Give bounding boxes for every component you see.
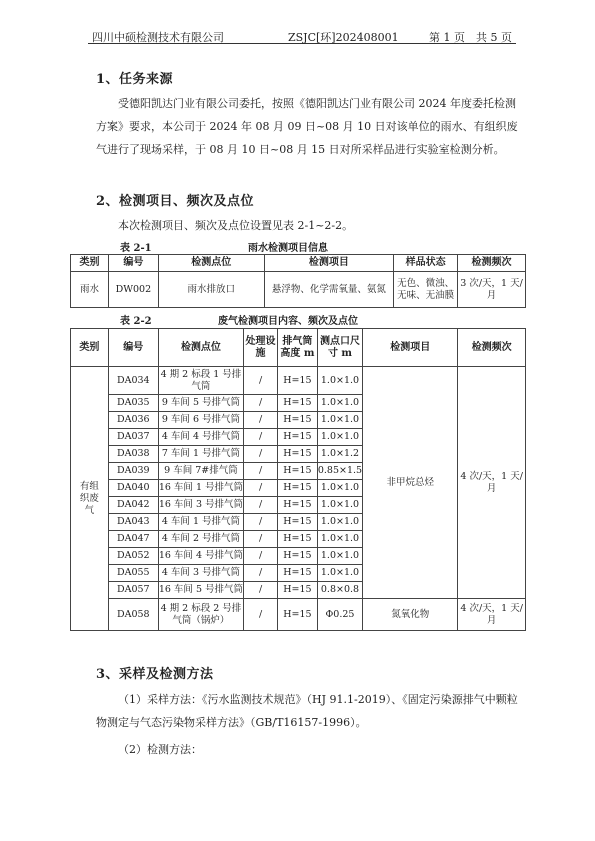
cell: 9 车间 5 号排气筒	[158, 395, 243, 412]
header-cell: 样品状态	[394, 255, 458, 272]
cell: /	[244, 412, 278, 429]
cell: H=15	[277, 395, 317, 412]
cell: DA035	[108, 395, 158, 412]
header-cell: 类别	[71, 329, 109, 367]
cell: H=15	[277, 548, 317, 565]
cell: /	[244, 531, 278, 548]
cell: DA058	[108, 599, 158, 631]
cell: 4 车间 1 号排气筒	[158, 514, 243, 531]
table-header-row	[71, 329, 526, 367]
cell: DW002	[108, 272, 158, 308]
cell: DA036	[108, 412, 158, 429]
cell: /	[244, 480, 278, 497]
cell: H=15	[277, 497, 317, 514]
cell: 4 车间 3 号排气筒	[158, 565, 243, 582]
cell: H=15	[277, 446, 317, 463]
cell: 16 车间 3 号排气筒	[158, 497, 243, 514]
header-cell: 处理设施	[244, 329, 278, 367]
cell: 0.85×1.5	[317, 463, 362, 480]
cell: H=15	[277, 463, 317, 480]
cell: 9 车间 6 号排气筒	[158, 412, 243, 429]
cell: 雨水	[71, 272, 109, 308]
cell: 16 车间 4 号排气筒	[158, 548, 243, 565]
section-2-title: 2、检测项目、频次及点位	[96, 194, 255, 209]
cell: /	[244, 446, 278, 463]
section-3-sampling-method: （1）采样方法：《污水监测技术规范》（HJ 91.1-2019）、《固定污染源排气中颗粒物测定与气态污染物采样方法》（GB/T16157-1996）。	[96, 693, 518, 729]
cell: DA042	[108, 497, 158, 514]
cell: DA052	[108, 548, 158, 565]
cell: 0.8×0.8	[317, 582, 362, 599]
cell: H=15	[277, 582, 317, 599]
cell: H=15	[277, 480, 317, 497]
cell: 3 次/天，1 天/月	[458, 272, 526, 308]
cell: H=15	[277, 565, 317, 582]
page-header	[88, 27, 516, 44]
cell: 1.0×1.0	[317, 395, 362, 412]
section-1-text: 受德阳凯达门业有限公司委托，按照《德阳凯达门业有限公司 2024 年度委托检测方案》要求，本公司于 2024 年 08 月 09 日~08 月 10 日对该单位的雨水、有组织废气进行了现场采样，于 08 月 10 日~08 月 15 日对所采样品进行实验室检测分析。	[96, 97, 518, 156]
cell: DA034	[108, 367, 158, 395]
cell: 4 次/天，1 天/月	[458, 599, 526, 631]
header-cell: 检测点位	[158, 329, 243, 367]
frequency-cell: 4 次/天，1 天/月	[458, 367, 526, 599]
category-cell: 有组织废气	[71, 367, 109, 631]
table-rainwater	[70, 254, 526, 308]
cell: 1.0×1.0	[317, 367, 362, 395]
table-1-number: 表 2-1	[120, 243, 152, 254]
cell: 4 期 2 标段 2 号排气筒（锅炉）	[158, 599, 243, 631]
table-row	[71, 599, 526, 631]
table-2-number: 表 2-2	[120, 316, 152, 327]
table-row	[71, 367, 526, 395]
cell: 1.0×1.0	[317, 565, 362, 582]
header-cell: 编号	[108, 329, 158, 367]
section-1-title: 1、任务来源	[96, 72, 174, 87]
cell: /	[244, 599, 278, 631]
cell: 1.0×1.2	[317, 446, 362, 463]
cell: 7 车间 1 号排气筒	[158, 446, 243, 463]
section-3-test-method: （2）检测方法：	[118, 743, 202, 756]
cell: H=15	[277, 531, 317, 548]
cell: 16 车间 5 号排气筒	[158, 582, 243, 599]
test-item-cell: 非甲烷总烃	[363, 367, 458, 599]
cell: /	[244, 367, 278, 395]
cell: /	[244, 395, 278, 412]
header-cell: 编号	[108, 255, 158, 272]
table-1-caption: 雨水检测项目信息	[248, 243, 328, 254]
cell: H=15	[277, 514, 317, 531]
cell: DA057	[108, 582, 158, 599]
cell: /	[244, 582, 278, 599]
cell: DA039	[108, 463, 158, 480]
cell: /	[244, 565, 278, 582]
cell: DA040	[108, 480, 158, 497]
cell: 雨水排放口	[158, 272, 264, 308]
cell: H=15	[277, 429, 317, 446]
cell: 4 期 2 标段 1 号排气筒	[158, 367, 243, 395]
section-3-title: 3、采样及检测方法	[96, 667, 214, 682]
cell: H=15	[277, 599, 317, 631]
cell: 1.0×1.0	[317, 429, 362, 446]
cell: 1.0×1.0	[317, 412, 362, 429]
cell: /	[244, 548, 278, 565]
table-body	[71, 367, 526, 631]
cell: 氮氧化物	[363, 599, 458, 631]
cell: H=15	[277, 412, 317, 429]
cell: 9 车间 7#排气筒	[158, 463, 243, 480]
cell: DA037	[108, 429, 158, 446]
cell: DA038	[108, 446, 158, 463]
header-cell: 测点口尺寸 m	[317, 329, 362, 367]
cell: 4 车间 2 号排气筒	[158, 531, 243, 548]
header-cell: 类别	[71, 255, 109, 272]
table-exhaust	[70, 328, 526, 631]
table-row	[71, 272, 526, 308]
cell: 悬浮物、化学需氧量、氨氮	[264, 272, 394, 308]
header-cell: 检测项目	[363, 329, 458, 367]
cell: 1.0×1.0	[317, 497, 362, 514]
report-number: ZSJC[环]202408001	[288, 31, 399, 44]
cell: 无色、微浊、无味、无油膜	[394, 272, 458, 308]
header-cell: 排气筒高度 m	[277, 329, 317, 367]
cell: 4 车间 4 号排气筒	[158, 429, 243, 446]
header-cell: 检测频次	[458, 255, 526, 272]
header-cell: 检测频次	[458, 329, 526, 367]
cell: DA043	[108, 514, 158, 531]
cell: /	[244, 514, 278, 531]
cell: DA055	[108, 565, 158, 582]
cell: 1.0×1.0	[317, 514, 362, 531]
cell: /	[244, 463, 278, 480]
header-cell: 检测项目	[264, 255, 394, 272]
header-cell: 检测点位	[158, 255, 264, 272]
section-2-intro: 本次检测项目、频次及点位设置见表 2-1~2-2。	[118, 219, 354, 232]
page-number: 第 1 页 共 5 页	[429, 31, 512, 44]
table-2-caption: 废气检测项目内容、频次及点位	[218, 316, 358, 327]
cell: 16 车间 1 号排气筒	[158, 480, 243, 497]
table-header-row	[71, 255, 526, 272]
cell: DA047	[108, 531, 158, 548]
cell: /	[244, 497, 278, 514]
cell: 1.0×1.0	[317, 480, 362, 497]
company-name: 四川中硕检测技术有限公司	[92, 31, 224, 44]
cell: 1.0×1.0	[317, 531, 362, 548]
cell: 1.0×1.0	[317, 548, 362, 565]
cell: Φ0.25	[317, 599, 362, 631]
cell: H=15	[277, 367, 317, 395]
cell: /	[244, 429, 278, 446]
